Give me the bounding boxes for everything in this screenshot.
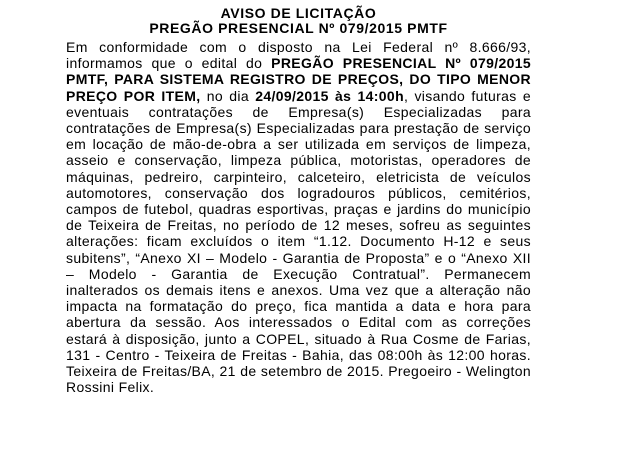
notice-title: AVISO DE LICITAÇÃO bbox=[220, 5, 377, 21]
notice-subject: PREGÃO PRESENCIAL Nº 079/2015 PMTF, PARA SISTEMA REGISTRO DE PREÇOS, DO TIPO MENOR PREÇO POR ITEM, bbox=[66, 55, 532, 104]
notice-date: 24/09/2015 às 14:00h bbox=[255, 87, 404, 104]
notice-subtitle: PREGÃO PRESENCIAL Nº 079/2015 PMTF bbox=[149, 20, 448, 36]
notice-intro: Em conformidade com o disposto na Lei Federal nº 8.666/93, informamos que o edital do bbox=[66, 39, 531, 72]
notice-date-prefix: no dia bbox=[200, 87, 256, 104]
bidding-notice bbox=[66, 6, 531, 459]
notice-purpose: , visando futuras e eventuais contratações de Empresa(s) Especializadas para contratações de Empresa(s) Especializadas para prestação de serviço em locação de mão-de-obra a ser utilizada em serviços de limpeza, asseio e conservação, limpeza pública, motoristas, operadores de máquinas, pedreiro, carpinteiro, calceteiro, eletricista de veículos automotores, conservação dos logradouros públicos, cemitérios, campos de futebol, quadras esportivas, praças e jardins do município de Teixeira de Freitas, no período de 12 meses, sofreu as seguintes alterações: ficam excluídos o item “1.12. Documento H-12 e seus subitens”, “Anexo XI – Modelo - Garantia de Proposta” e o “Anexo XII – Modelo - Garantia de Execução Contratual”. Permanecem inalterados os demais itens e anexos. Uma vez que a alteração não impacta na formatação do preço, fica mantida a data e hora para abertura da sessão. Aos interessados o Edital com as correções estará à disposição, junto a COPEL, situado à Rua Cosme de Farias, 131 - Centro - Teixeira de Freitas - Bahia, das 08:00h às 12:00 horas. Teixeira de Freitas/BA, 21 de setembro de 2015. Pregoeiro - Welington Rossini Felix. bbox=[66, 87, 531, 396]
notice-body bbox=[66, 39, 531, 395]
